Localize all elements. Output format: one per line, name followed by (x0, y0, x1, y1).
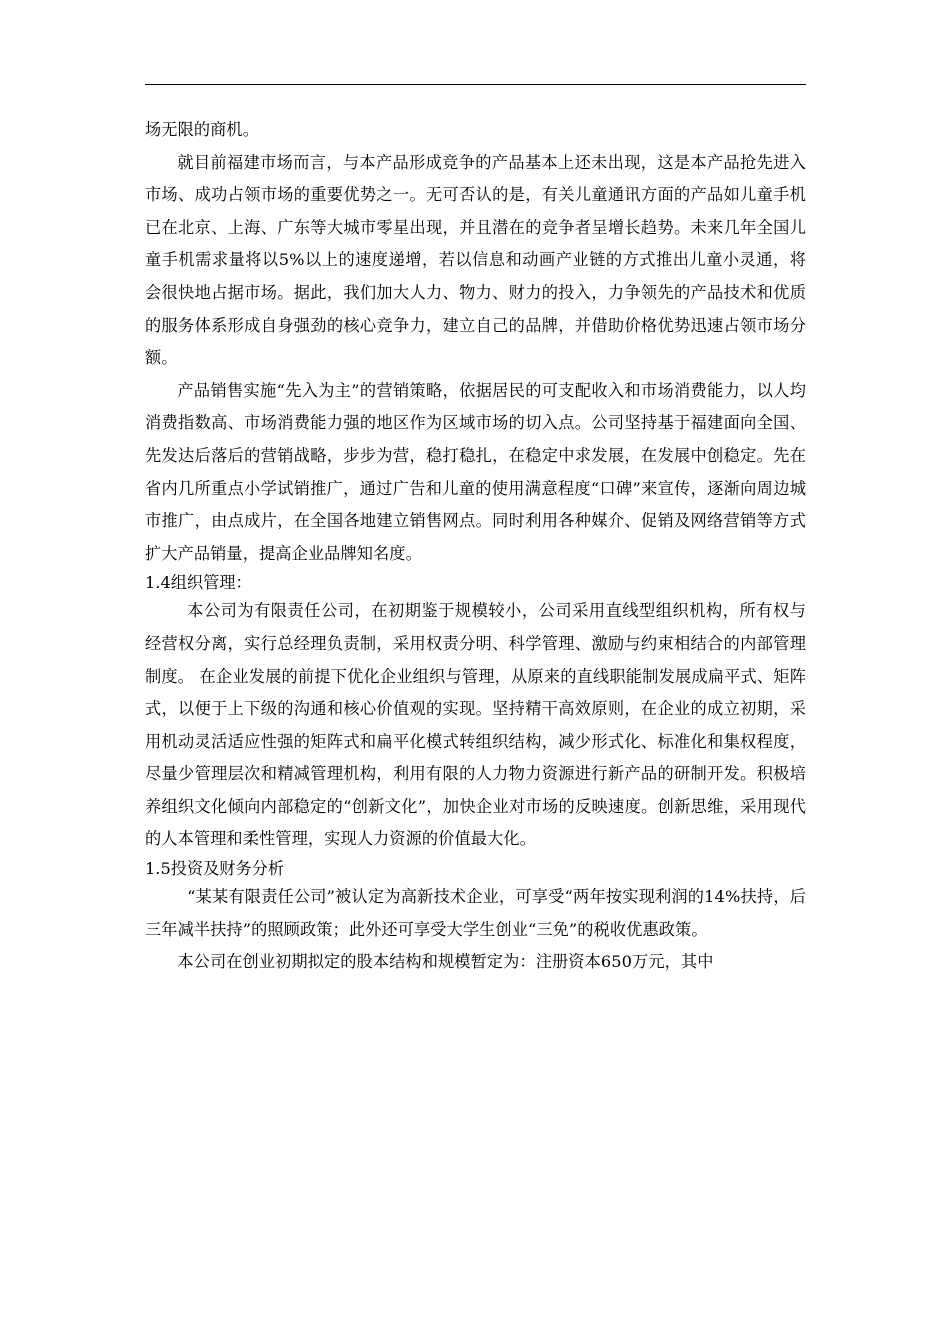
section-heading-investment: 1.5投资及财务分析 (145, 859, 285, 879)
document-body (145, 114, 806, 979)
section-heading-organization: 1.4组织管理： (145, 573, 252, 593)
header-rule (145, 84, 806, 85)
paragraph-tax-policy: “某某有限责任公司”被认定为高新技术企业，可享受“两年按实现利润的14%扶持，后三年减半扶持”的照顾政策；此外还可享受大学生创业“三免”的税收优惠政策。 (145, 887, 806, 939)
paragraph-market-competition: 就目前福建市场而言，与本产品形成竞争的产品基本上还未出现，这是本产品抢先进入市场、成功占领市场的重要优势之一。无可否认的是，有关儿童通讯方面的产品如儿童手机已在北京、上海、广东等大城市零星出现，并且潜在的竞争者呈增长趋势。未来几年全国儿童手机需求量将以5%以上的速度递增，若以信息和动画产业链的方式推出儿童小灵通，将会很快地占据市场。据此，我们加大人力、物力、财力的投入，力争领先的产品技术和优质的服务体系形成自身强劲的核心竞争力，建立自己的品牌，并借助价格优势迅速占领市场分额。 (145, 152, 806, 368)
paragraph-sales-strategy: 产品销售实施“先入为主”的营销策略，依据居民的可支配收入和市场消费能力，以人均消费指数高、市场消费能力强的地区作为区域市场的切入点。公司坚持基于福建面向全国、先发达后落后的营销战略，步步为营，稳打稳扎，在稳定中求发展，在发展中创稳定。先在省内几所重点小学试销推广，通过广告和儿童的使用满意程度“口碑”来宣传，逐渐向周边城市推广，由点成片，在全国各地建立销售网点。同时利用各种媒介、促销及网络营销等方式扩大产品销量，提高企业品牌知名度。 (145, 380, 806, 563)
paragraph-continuation: 场无限的商机。 (145, 120, 260, 139)
paragraph-organization: 本公司为有限责任公司，在初期鉴于规模较小，公司采用直线型组织机构，所有权与经营权分离，实行总经理负责制，采用权责分明、科学管理、激励与约束相结合的内部管理制度。 在企业发展的前提下优化企业组织与管理，从原来的直线职能制发展成扁平式、矩阵式，以便于上下级的沟通和核心价值观的实现。坚持精干高效原则，在企业的成立初期，采用机动灵活适应性强的矩阵式和扁平化模式转组织结构，减少形式化、标准化和集权程度，尽量少管理层次和精减管理机构，利用有限的人力物力资源进行新产品的研制开发。积极培养组织文化倾向内部稳定的“创新文化”，加快企业对市场的反映速度。创新思维，采用现代的人本管理和柔性管理，实现人力资源的价值最大化。 (145, 601, 806, 849)
paragraph-capital-structure: 本公司在创业初期拟定的股本结构和规模暂定为：注册资本650万元，其中 (177, 952, 714, 972)
